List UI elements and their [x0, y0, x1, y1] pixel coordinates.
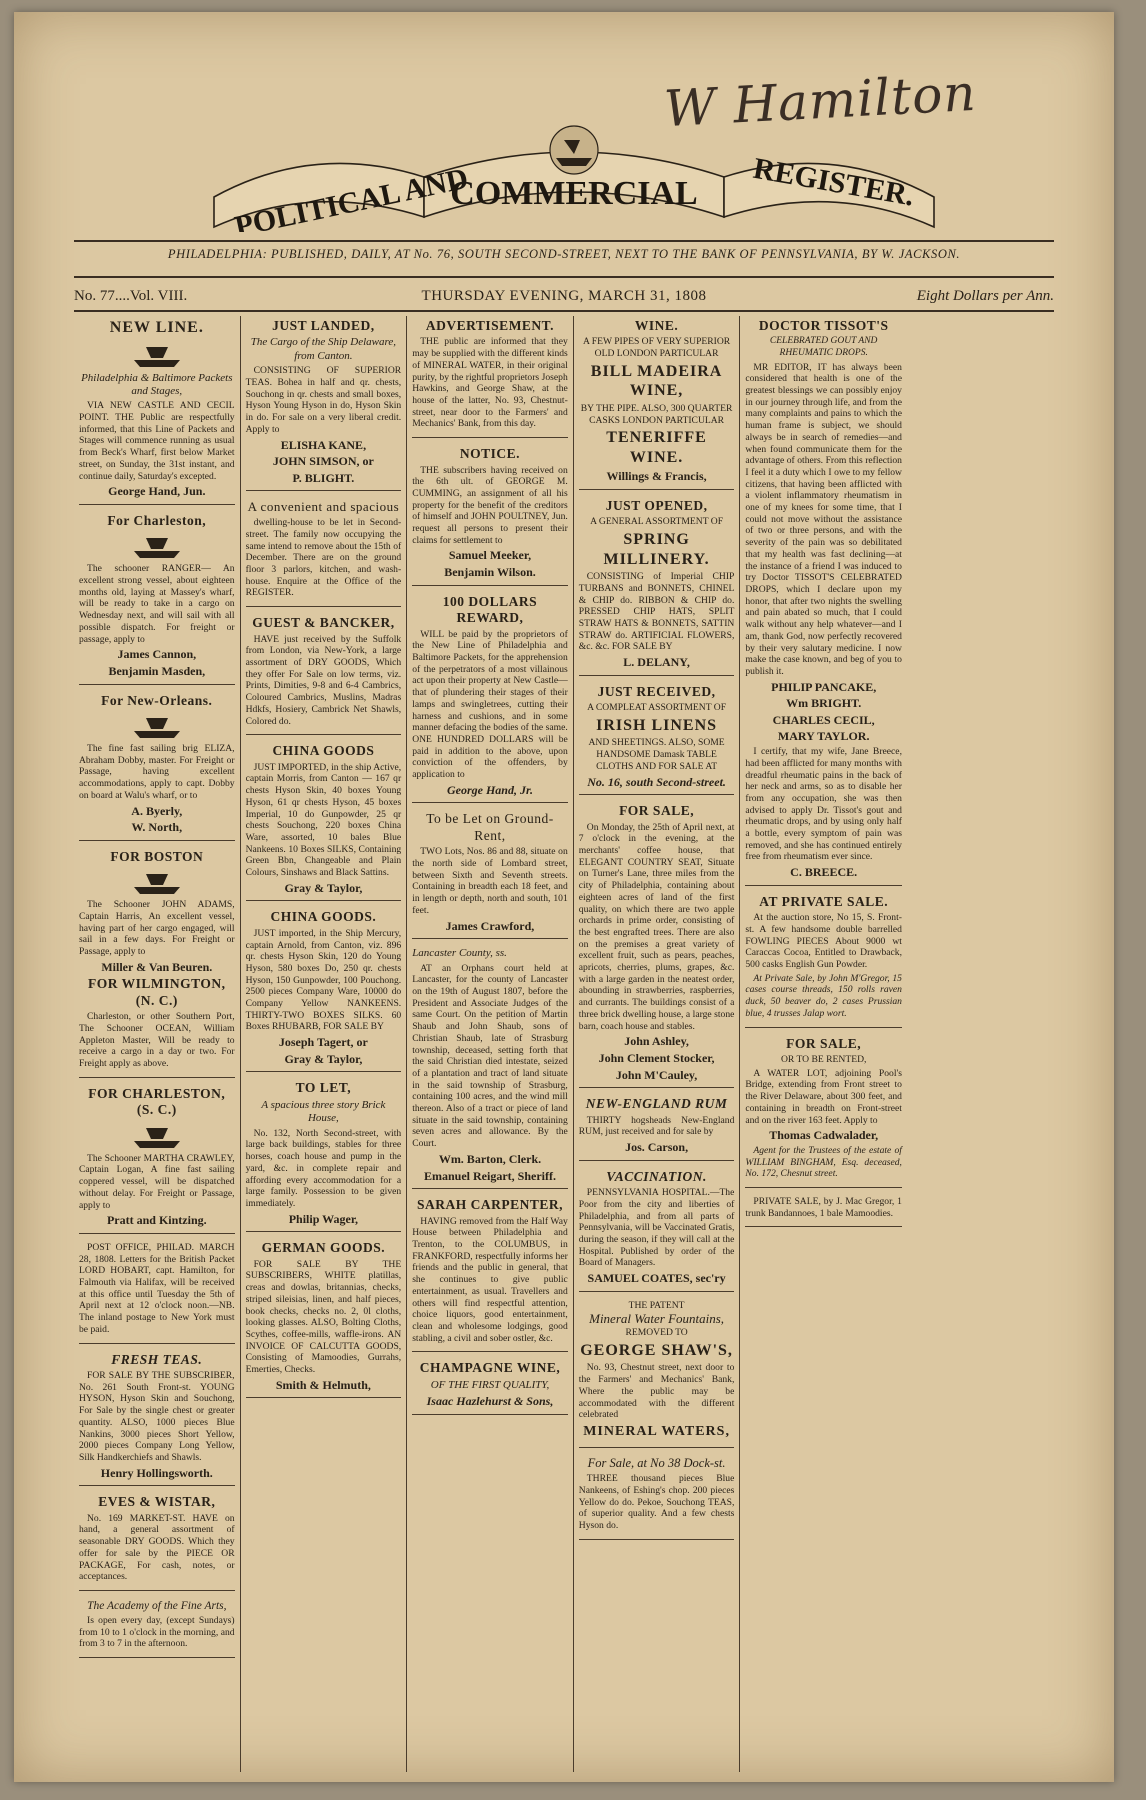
- ad-eves-wistar: [79, 1494, 235, 1591]
- ad-dock-street: [579, 1456, 735, 1540]
- ad-body: PRIVATE SALE, by J. Mac Gregor, 1 trunk Bandannoes, 1 bale Mamoodies.: [745, 1195, 902, 1219]
- ad-headline: GEORGE SHAW'S,: [580, 1341, 733, 1359]
- ad-body: HAVE just received by the Suffolk from London, via New-York, a large assortment of DRY GOODS, Which they offer For Sale on low terms, viz. Prints, Dimities, 9-8 and 6-4 Cambrics, Coloured Cambrics, Muslins, Madras Hdkfs, Hosiery, Cambrick Net Shawls, Colored do.: [245, 633, 402, 727]
- ad-reward: [412, 594, 568, 804]
- ship-icon: [128, 711, 186, 741]
- ad-signature: JOHN SIMSON, or: [272, 454, 374, 469]
- dateline: [74, 288, 1054, 308]
- ad-signature: No. 16, south Second-street.: [587, 774, 726, 789]
- ad-body: I certify, that my wife, Jane Breece, had been afflicted for many months with dreadful rheumatic pains in the back of her neck and arms, so as to disable her from any occupation, she was then advised to apply Dr. Tissot's gout and rheumatic drops, and by using only half a bottle, every symptom of pain was removed, and she has continued entirely free from rheumatism ever since.: [745, 746, 902, 863]
- ad-advertisement: [412, 318, 568, 438]
- masthead-title-center: COMMERCIAL: [450, 175, 698, 212]
- ad-signature: George Hand, Jun.: [108, 484, 206, 499]
- ad-signature: James Crawford,: [445, 918, 535, 933]
- ad-title: NEW-ENGLAND RUM: [585, 1096, 728, 1112]
- ad-subtitle: OR TO BE RENTED,: [780, 1054, 867, 1066]
- ad-private-sale-2: [745, 1196, 902, 1227]
- ad-signature: Benjamin Wilson.: [444, 565, 536, 580]
- ad-rum: [579, 1096, 735, 1161]
- column-4: [574, 316, 741, 1772]
- ad-body: FOR SALE BY THE SUBSCRIBER, No. 261 South Front-st. YOUNG HYSON, Hyson Skin and Souchong, For Sale by the single chest or greater quantity. ALSO, 1000 pieces Blue Nankins, 3000 pieces Short Yellow, 2000 pieces Company Long Yellow, Silk Handkerchiefs and Shawls.: [79, 1369, 235, 1463]
- ad-german-goods: [246, 1240, 402, 1398]
- ad-signature: ELISHA KANE,: [280, 437, 367, 452]
- ad-signature: Gray & Taylor,: [284, 880, 363, 895]
- ad-title: FOR SALE,: [619, 803, 695, 819]
- ad-title: EVES & WISTAR,: [98, 1494, 216, 1510]
- column-5: [740, 316, 907, 1772]
- ad-title: VACCINATION.: [606, 1168, 707, 1184]
- ad-headline: SPRING MILLINERY.: [603, 531, 710, 568]
- ad-body: POST OFFICE, PHILAD. MARCH 28, 1808. Letters for the British Packet LORD HOBART, capt. Hamilton, for Falmouth via Halifax, will be received at this office until Tuesday the 5th of April next at 12 o'clock noon.—NB. The inland postage to New York must be paid.: [79, 1241, 235, 1335]
- ad-signature: Wm BRIGHT.: [786, 696, 862, 711]
- ad-charleston: [79, 513, 235, 685]
- ad-country-seat: [579, 803, 735, 1088]
- ad-doctor-tissot: [745, 318, 902, 886]
- ad-subtitle: A FEW PIPES OF VERY SUPERIOR OLD LONDON PARTICULAR: [582, 336, 731, 360]
- ad-boston: [79, 849, 235, 1078]
- ad-signature: C. BREECE.: [790, 865, 858, 880]
- ship-icon: [128, 340, 186, 370]
- ad-body: FOR SALE BY THE SUBSCRIBERS, WHITE platillas, creas and dowlas, britannias, checks, striped sileisias, linen, and half pieces, book checks, checks no. 2, 0l cloths, looking glasses. ALSO, Bolting Cloths, Scythes, coffee-mills, waffle-irons. AN INVOICE OF CALCUTTA GOODS, Consisting of Mamoodies, Gurrahs, Emerties, Checks.: [245, 1258, 402, 1376]
- ad-lancaster: [412, 947, 568, 1189]
- masthead-banner: [194, 122, 954, 232]
- ad-title: TO LET,: [295, 1080, 352, 1096]
- ad-title: The Academy of the Fine Arts,: [87, 1599, 227, 1612]
- ad-headline: IRISH LINENS: [596, 716, 718, 734]
- ad-subtitle: Philadelphia & Baltimore Packets and Stages,: [81, 371, 233, 397]
- ad-headline: BILL MADEIRA WINE,: [590, 362, 723, 400]
- ad-signature: L. DELANY,: [623, 655, 690, 670]
- ad-post-office: [79, 1242, 235, 1344]
- ad-title: FOR CHARLESTON, (S. C.): [88, 1085, 226, 1118]
- ad-signature: Jos. Carson,: [625, 1140, 689, 1155]
- ad-signature: P. BLIGHT.: [292, 470, 355, 485]
- ad-body: CONSISTING of Imperial CHIP TURBANS and BONNETS, CHINEL & CHIP do. RIBBON & CHIP do. PRESSED CHIP HATS, SPLIT STRAW HATS & BONNETS, SATTIN STRAW do. ARTIFICIAL FLOWERS, &c. &c. FOR SALE BY: [578, 571, 735, 653]
- ad-body: On Monday, the 25th of April next, at 7 o'clock in the evening, at the merchants' coffee house, that ELEGANT COUNTRY SEAT, Situate on Turner's Lane, three miles from the city of Philadelphia, containing about eighteen acres of land of the first quality, on which there are two apple orchards in prime order, consisting of the best engrafted trees. There are also on the premises a great variety of excellent fruit, such as pears, peaches, apricots, cherries, plums, grapes, &c. with a large garden in the neatest order, abounding in strawberries, raspberries, and currants. The buildings consist of a three brick dwelling house, a large stone barn, coach house and stables.: [578, 821, 735, 1032]
- ad-body: TWO Lots, Nos. 86 and 88, situate on the north side of Lombard street, between Sixth and Seventh streets. Containing in breadth each 18 feet, and in length or depth, north and south, 101 feet.: [412, 846, 568, 916]
- ad-title: THE PATENT: [628, 1299, 685, 1311]
- ad-title: For Charleston,: [107, 512, 207, 528]
- ad-vaccination: [579, 1169, 735, 1292]
- ad-body: BY THE PIPE. ALSO, 300 QUARTER CASKS LONDON PARTICULAR: [580, 402, 733, 426]
- ad-china-goods: [246, 743, 402, 901]
- masthead-title-left: POLITICAL AND: [231, 161, 472, 232]
- ad-subtitle: Mineral Water Fountains,: [589, 1311, 725, 1327]
- ad-body: The schooner RANGER— An excellent strong vessel, about eighteen months old, laying at Massey's wharf, will be ready to take in a cargo on Wednesday next, and will sail with all possible dispatch. For freight or passage, apply to: [79, 563, 235, 645]
- ad-title: DOCTOR TISSOT'S: [758, 318, 889, 333]
- ad-signature: Smith & Helmuth,: [275, 1377, 371, 1392]
- ad-body: No. 169 MARKET-ST. HAVE on hand, a general assortment of seasonable DRY GOODS. Which they offer for sale by the PIECE OR PACKAGE, For cash, notes, or acceptances.: [79, 1512, 235, 1583]
- ad-body: THE subscribers having received on the 6th ult. of GEORGE M. CUMMING, an assignment of all his property for the benefit of the creditors of himself and JOHN POULTNEY, Jun. request all persons to present their claims for settlement to: [412, 464, 568, 546]
- ad-academy: [79, 1599, 235, 1658]
- columns: [74, 316, 1074, 1772]
- ad-body: JUST IMPORTED, in the ship Active, captain Morris, from Canton — 167 qr chests Hyson Skin, 40 boxes Young Hyson, 61 qr chests Hyson, 45 boxes Imperial, 10 do Gunpowder, 25 qr chests Souchong, 220 boxes China Ware, assorted, 10 bales Blue Nankeens. 10 Boxes SILKS, Containing Green Bbn, Changeable and Plain Colours, Sinshaws and Black Sattins.: [245, 761, 402, 879]
- ad-mineral-fountains: [579, 1300, 735, 1448]
- top-rule: [74, 240, 1054, 242]
- ship-icon: [128, 867, 186, 897]
- ad-body: THE public are informed that they may be supplied with the different kinds of MINERAL WATER, in their original purity, by the rightful proprietors Joseph Hawkins, and George Shaw, at the house of the latter, No. 93, Chestnut-street, near door to the Farmers' and Mechanics' Bank, from this day.: [412, 336, 568, 430]
- ad-just-landed: [246, 318, 402, 491]
- ad-signature: W. North,: [131, 820, 183, 835]
- ad-title: CHINA GOODS.: [270, 909, 377, 925]
- ad-body: VIA NEW CASTLE AND CECIL POINT. THE Public are respectfully informed, that this Line of Packets and Stages will commence running as usual from Beck's Wharf, first below Market street, on Sunday, the 31st instant, and continue daily, Saturday's excepted.: [79, 400, 235, 482]
- ad-title: 100 DOLLARS REWARD,: [442, 593, 538, 626]
- ship-icon: [128, 1121, 186, 1151]
- ad-title: FOR WILMINGTON, (N. C.): [88, 976, 226, 1008]
- imprint-rule: [74, 276, 1054, 278]
- subscription-price: Eight Dollars per Ann.: [916, 288, 1054, 304]
- ad-signature: Henry Hollingsworth.: [100, 1465, 213, 1480]
- ad-signature: Emanuel Reigart, Sheriff.: [423, 1168, 556, 1183]
- ad-body: At Private Sale, by John M'Gregor, 15 cases course threads, 150 rolls raven duck, 50 beaver do, 2 cases Prussian blue, 4 trusses Jalap wort.: [745, 972, 902, 1019]
- ad-title: FOR BOSTON: [110, 848, 204, 864]
- ad-signature: Samuel Meeker,: [448, 548, 532, 563]
- ad-signature: PHILIP PANCAKE,: [771, 679, 877, 694]
- ad-title: A convenient and spacious: [247, 499, 400, 515]
- ad-subtitle: The Cargo of the Ship Delaware, from Canton.: [250, 336, 396, 362]
- column-3: [407, 316, 574, 1772]
- ad-title: AT PRIVATE SALE.: [759, 893, 889, 909]
- column-2: [241, 316, 408, 1772]
- ad-signature: John Ashley,: [624, 1034, 689, 1049]
- newspaper-page: [14, 12, 1114, 1782]
- ad-signature: John M'Cauley,: [615, 1067, 698, 1082]
- ad-body: THREE thousand pieces Blue Nankeens, of Eshing's chop. 200 pieces Yellow do do. Pekoe, Souchong TEAS, of superior quality. And a few chests Hyson do.: [578, 1473, 735, 1532]
- ad-subtitle: A COMPLEAT ASSORTMENT OF: [587, 702, 727, 714]
- ad-body: No. 132, North Second-street, with large back buildings, stables for three horses, coach house and pump in the yard, &c. in complete repair and affording every accommodation for a large family. Possession to be given immediately.: [245, 1127, 402, 1209]
- ad-body: AT an Orphans court held at Lancaster, for the county of Lancaster on the 19th of August 1807, before the President and Associate Judges of the same Court. On the petition of Martin Shaub and John Shaub, sons of Christian Shaub, late of Strasburg township, deceased, setting forth that the said Christian died intestate, seized of a plantation and tract of land situate in the said township of Strasburg, containing 100 acres, and the wind mill thereon. Also of a tract or piece of land situate in the said township, containing seven acres and allowance. By the Court.: [412, 962, 568, 1150]
- ad-subtitle: A spacious three story Brick House,: [261, 1098, 386, 1125]
- imprint-line: PHILADELPHIA: PUBLISHED, DAILY, AT No. 76, SOUTH SECOND-STREET, NEXT TO THE BANK OF PENNSYLVANIA, BY W. JACKSON.: [167, 247, 961, 261]
- column-1: [74, 316, 241, 1772]
- ad-title: CHINA GOODS: [272, 743, 375, 759]
- ad-subtitle: OF THE FIRST QUALITY,: [430, 1378, 550, 1391]
- ad-china-goods-2: [246, 909, 402, 1072]
- masthead: [194, 122, 954, 232]
- ad-millinery: [579, 498, 735, 676]
- ad-private-sale: [745, 894, 902, 1028]
- issue-number: No. 77....Vol. VIII.: [74, 288, 188, 304]
- ad-signature: James Cannon,: [117, 647, 197, 662]
- ad-charleston-sc: [79, 1086, 235, 1234]
- ad-signature: Philip Wager,: [288, 1211, 359, 1226]
- ad-signature: A. Byerly,: [131, 803, 183, 818]
- ad-fresh-teas: [79, 1352, 235, 1487]
- ad-body: A WATER LOT, adjoining Pool's Bridge, extending from Front street to the River Delaware, about 300 feet, and containing in breadth on Front-street and on the river 163 feet. Apply to: [745, 1067, 902, 1126]
- ad-guest-bancker: [246, 615, 402, 735]
- ad-new-orleans: [79, 693, 235, 841]
- ad-water-lot: [745, 1036, 902, 1188]
- ad-body: THIRTY hogsheads New-England RUM, just received and for sale by: [578, 1114, 735, 1138]
- ad-body: MR EDITOR, IT has always been considered that health is one of the greatest blessings we can possibly enjoy in our journey through life, and from the many complaints and pains to which the human frame is subject, we should always be in search of remedies—and when found communicate them for the advantage of others. From this reflection I feel it a duty which I owe to my fellow citizens, that having been afflicted with a violent inflammatory rheumatism in one of my knees for some time, that I could not move without the assistance of two or three persons, and with the severity of the pain was so debilitated that my health was fast declining—at the instance of a friend I was induced to try Doctor TISSOT'S CELEBRATED DROPS, which I declare upon my honor, that after two nights the swelling and pain abated so much, that I could walk without any help whatever—and I am, thank God, now perfectly recovered by their very salutary medicine. I now make the case known, and beg of you to publish it.: [745, 361, 902, 677]
- ad-body: AND SHEETINGS. ALSO, SOME HANDSOME Damask TABLE CLOTHS AND FOR SALE AT: [588, 737, 725, 772]
- ad-title: JUST RECEIVED,: [597, 683, 716, 699]
- ad-body: The Schooner JOHN ADAMS, Captain Harris, An excellent vessel, having part of her cargo engaged, will sail in a few days. For Freight or Passage, apply to: [79, 899, 235, 958]
- ad-body: Is open every day, (except Sundays) from 10 to 1 o'clock in the morning, and from 3 to 7 in the afternoon.: [79, 1614, 235, 1650]
- ad-title: ADVERTISEMENT.: [425, 318, 555, 333]
- ad-sarah-carpenter: [412, 1197, 568, 1352]
- ad-signature: MARY TAYLOR.: [777, 729, 870, 744]
- ad-signature: Gray & Taylor,: [284, 1051, 363, 1066]
- ad-title: FRESH TEAS.: [111, 1351, 203, 1367]
- ad-title: NOTICE.: [459, 446, 521, 462]
- ad-signature: Benjamin Masden,: [108, 663, 206, 678]
- ad-signature: CHARLES CECIL,: [772, 712, 875, 727]
- ad-signature: Thomas Cadwalader,: [769, 1128, 879, 1143]
- handwritten-signature: W Hamilton: [662, 63, 978, 139]
- ad-signature: George Hand, Jr.: [446, 782, 533, 797]
- ad-body: HAVING removed from the Half Way House between Philadelphia and Trenton, to the COLUMBUS, in FRANKFORD, respectfully informs her friends and the public in general, that she continues to give public entertainment, as usual. Travellers and others will find respectful attention, choice liquors, good entertainment, clean and wholesome lodgings, good stabling, a civil and sober ostler, &c.: [412, 1215, 568, 1344]
- ad-signature: John Clement Stocker,: [598, 1050, 715, 1065]
- ad-wine: [579, 318, 735, 490]
- ship-icon: [128, 531, 186, 561]
- ad-to-let: [246, 1080, 402, 1232]
- ad-title: JUST OPENED,: [605, 497, 708, 513]
- ad-signature: Isaac Hazlehurst & Sons,: [426, 1394, 554, 1409]
- ad-body: No. 93, Chestnut street, next door to the Farmers' and Mechanics' Bank, Where the public may be accommodated with the different celebrated: [578, 1362, 735, 1421]
- ad-signature: SAMUEL COATES, sec'ry: [587, 1271, 726, 1286]
- ad-title: For New-Orleans.: [101, 692, 213, 708]
- ad-body: WILL be paid by the proprietors of the New Line of Philadelphia and Baltimore Packets, for the apprehension of the perpetrators of a most villainous act upon their property at New Castle—that of plundering their stages of their lamps and swingletrees, cutting their harness and cushions, and in some manner defacing the bodies of the same. ONE HUNDRED DOLLARS will be paid in addition to the above, upon conviction of the offenders, by application to: [412, 628, 568, 781]
- ad-title: SARAH CARPENTER,: [416, 1197, 563, 1213]
- ad-irish-linens: [579, 684, 735, 795]
- ad-body: dwelling-house to be let in Second-street. The family now occupying the same intend to remove about the 15th of December. There are on the ground floor 3 parlors, kitchen, and wash-house. Enquire at the Office of the REGISTER.: [245, 517, 402, 599]
- ad-signature: Wm. Barton, Clerk.: [438, 1151, 542, 1166]
- ad-body: The fine fast sailing brig ELIZA, Abraham Dobby, master. For Freight or Passage, having excellent accommodations, apply to capt. Dobby on board at Walu's wharf, or to: [79, 742, 235, 801]
- ad-signature: Miller & Van Beuren.: [101, 959, 213, 974]
- ad-title: WINE.: [634, 318, 679, 333]
- issue-date: THURSDAY EVENING, MARCH 31, 1808: [421, 288, 707, 304]
- ad-signature: Joseph Tagert, or: [278, 1035, 368, 1050]
- ad-title: FOR SALE,: [786, 1035, 862, 1051]
- ad-headline: TENERIFFE WINE.: [606, 429, 707, 466]
- ad-body: Agent for the Trustees of the estate of WILLIAM BINGHAM, Esq. deceased, No. 172, Chesnut street.: [745, 1144, 902, 1180]
- ad-subtitle: CELEBRATED GOUT AND RHEUMATIC DROPS.: [769, 336, 878, 359]
- ad-body: JUST imported, in the Ship Mercury, captain Arnold, from Canton, viz. 896 qr. chests Hyson Skin, 120 do Young Hyson, 580 boxes Do, 250 qr. chests Hyson, 150 Gunpowder, 100 Pouchong. 2500 pieces Company Ware, 10000 do Company Yellow NANKEENS. THIRTY-TWO BOXES SILKS. 60 Boxes RHUBARB, FOR SALE BY: [245, 927, 402, 1033]
- ad-signature: Pratt and Kintzing.: [106, 1213, 207, 1228]
- ad-title: JUST LANDED,: [272, 318, 375, 333]
- ad-ground-rent: [412, 811, 568, 939]
- masthead-title-right: REGISTER.: [750, 151, 917, 213]
- ad-title: Lancaster County, ss.: [412, 947, 507, 960]
- ad-title: For Sale, at No 38 Dock-st.: [587, 1456, 726, 1471]
- ad-title: GUEST & BANCKER,: [252, 615, 395, 631]
- ad-body: PENNSYLVANIA HOSPITAL.—The Poor from the city and liberties of Philadelphia, and from all parts of Pennsylvania, will be Vaccinated Gratis, during the season, if they will call at the Hospital. Published by order of the Board of Managers.: [578, 1187, 735, 1269]
- ad-champagne: [412, 1360, 568, 1415]
- ad-title: GERMAN GOODS.: [261, 1240, 386, 1256]
- ad-headline: MINERAL WATERS,: [583, 1423, 730, 1439]
- ad-subtitle: A GENERAL ASSORTMENT OF: [590, 516, 724, 528]
- ad-dwelling-house: [246, 499, 402, 607]
- ad-title: CHAMPAGNE WINE,: [419, 1360, 561, 1376]
- ad-title: NEW LINE.: [109, 319, 204, 336]
- ad-notice: [412, 446, 568, 586]
- ad-title: To be Let on Ground-Rent,: [426, 811, 554, 843]
- ad-body: Charleston, or other Southern Port, The Schooner OCEAN, William Appleton Master, Will be ready to receive a cargo in a day or two. For Freight apply as above.: [79, 1011, 235, 1070]
- dateline-rule: [74, 310, 1054, 312]
- ad-body: The Schooner MARTHA CRAWLEY, Captain Logan, A fine fast sailing coppered vessel, will be dispatched without delay. For Freight or Passage, apply to: [79, 1152, 235, 1211]
- ad-body: At the auction store, No 15, S. Front-st. A few handsome double barrelled FOWLING PIECES About 9000 wt Caraccas Cocoa, Entitled to Drawback, 500 casks English Gun Powder.: [745, 912, 902, 971]
- ad-signature: Willings & Francis,: [606, 469, 707, 484]
- ad-new-line: [79, 318, 235, 505]
- ad-body: CONSISTING OF SUPERIOR TEAS. Bohea in half and qr. chests, Souchong in qr. chests and small boxes, Hyson Young Hyson in do, Hyson Skin in do. For sale on a very liberal credit. Apply to: [245, 365, 402, 435]
- ad-body: REMOVED TO: [625, 1327, 688, 1339]
